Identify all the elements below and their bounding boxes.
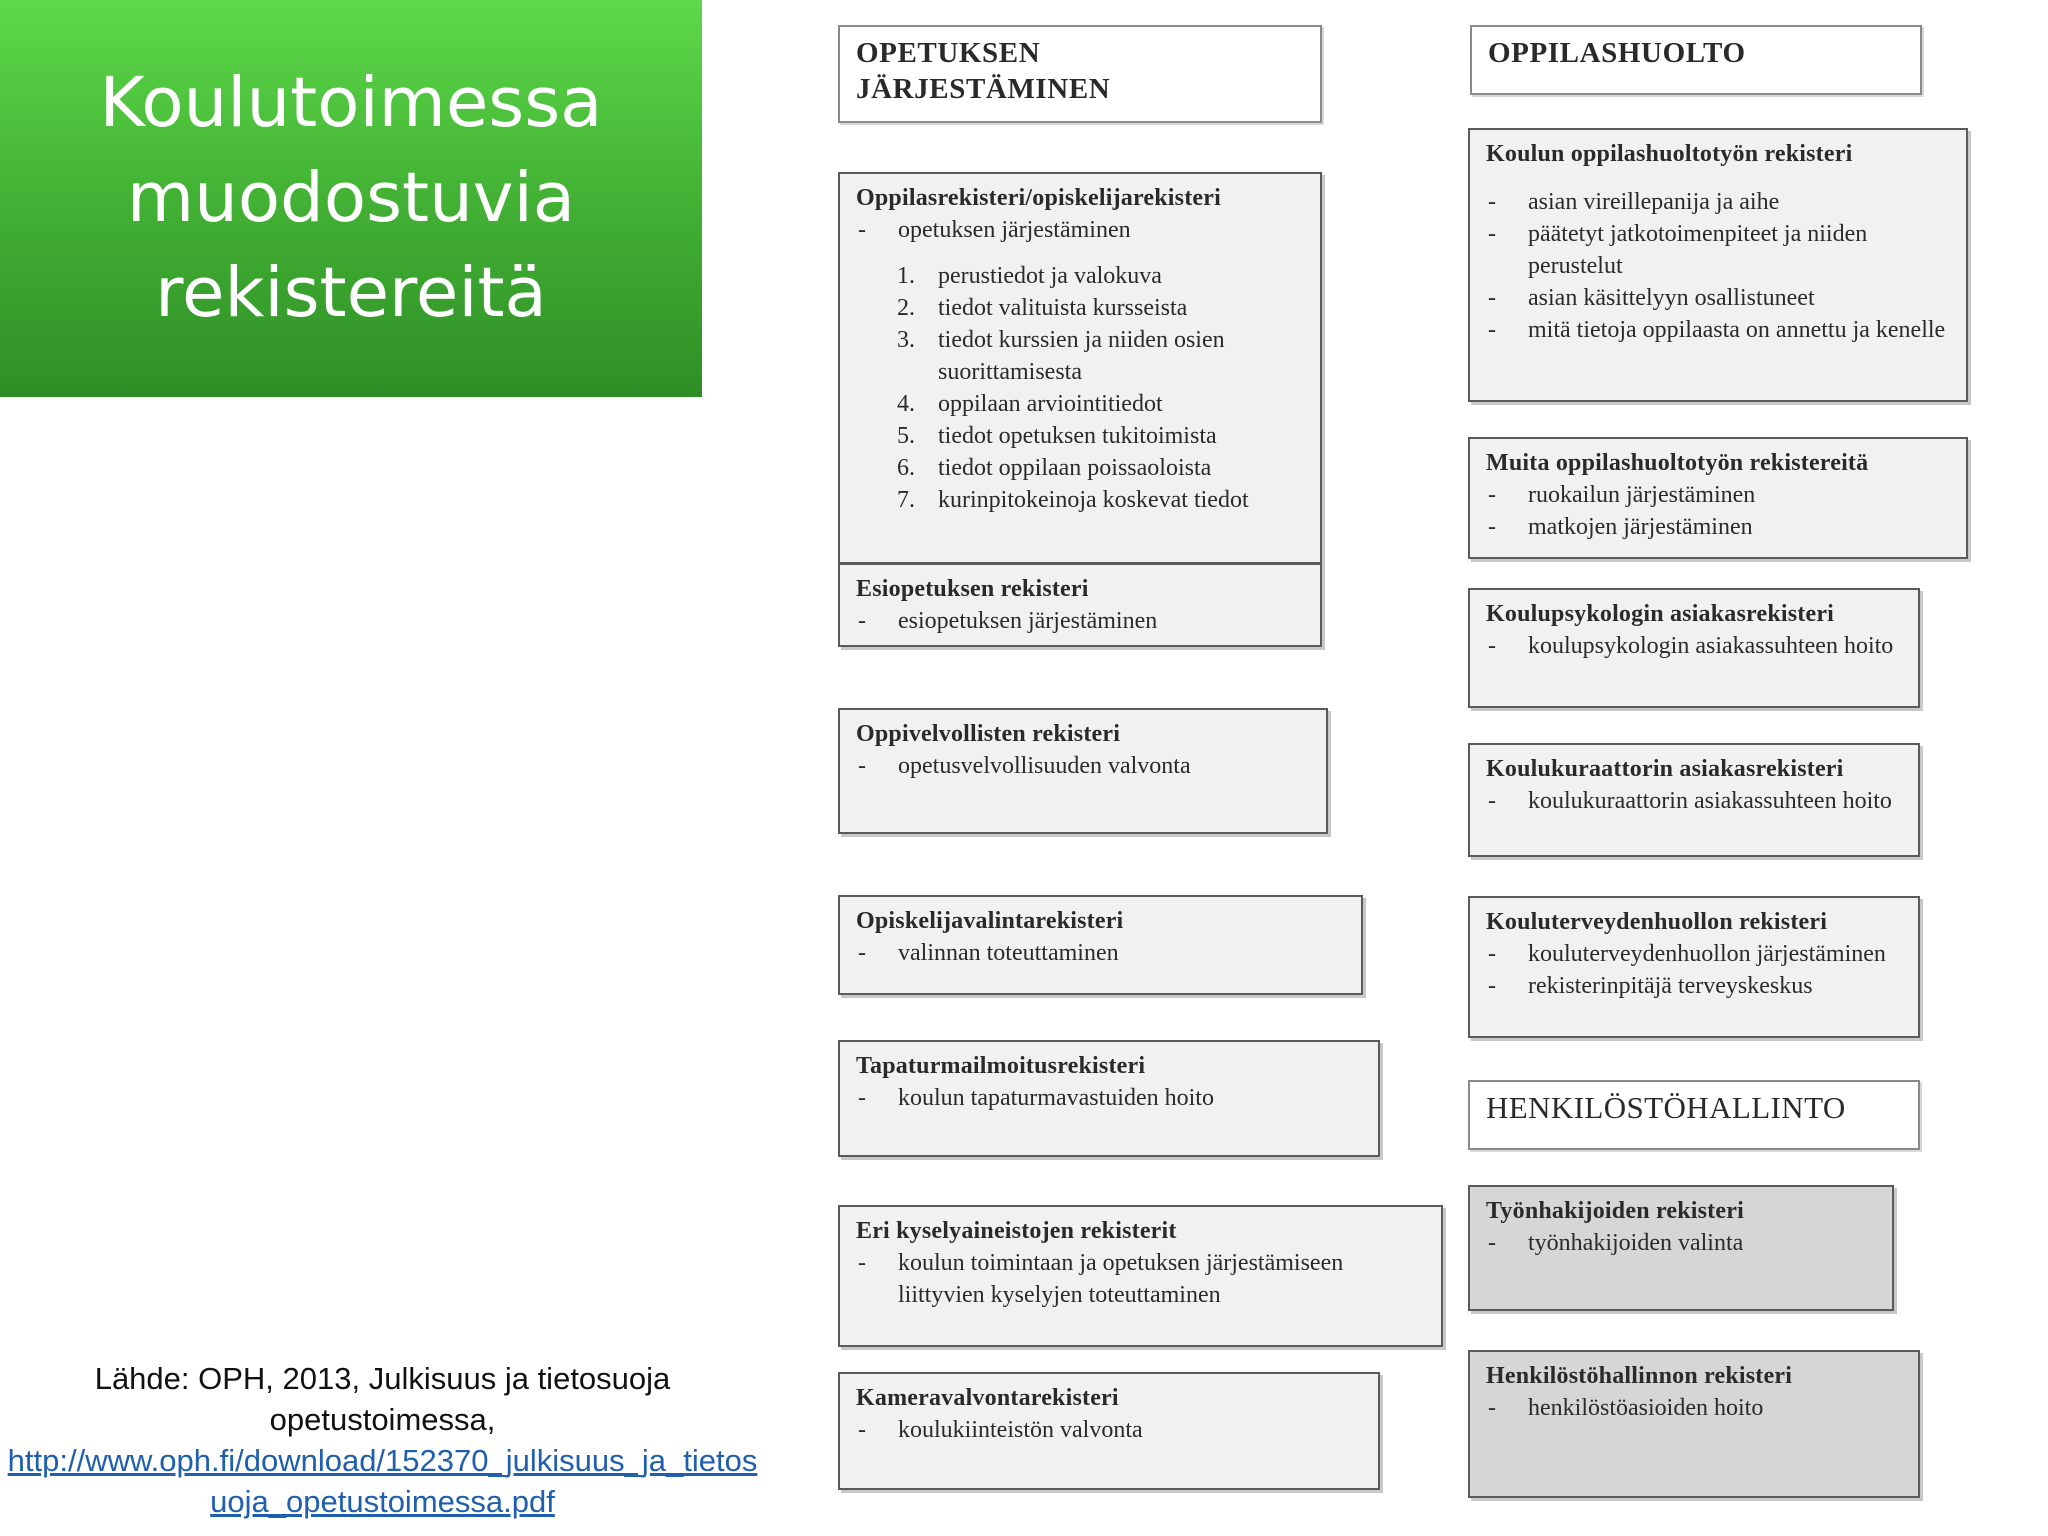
box-title: Koulukuraattorin asiakasrekisteri — [1486, 756, 1844, 782]
list-item: - asian vireillepanija ja aihe — [1486, 186, 1950, 218]
box-koulupsykologin-asiakasrekisteri — [1468, 588, 1920, 708]
numbered-list — [856, 260, 1304, 516]
box-title: Eri kyselyaineistojen rekisterit — [856, 1218, 1177, 1244]
list-item: - kouluterveydenhuollon järjestäminen — [1486, 938, 1902, 970]
list-item: - valinnan toteuttaminen — [856, 937, 1345, 969]
box-muita-oppilashuoltotyon-rekistereita — [1468, 437, 1968, 559]
box-tyonhakijoiden-rekisteri — [1468, 1185, 1894, 1311]
box-esiopetuksen-rekisteri — [838, 563, 1322, 647]
source-citation — [0, 1358, 765, 1522]
source-link[interactable]: http://www.oph.fi/download/152370_julkisuus_ja_tietosuoja_opetustoimessa.pdf — [7, 1443, 758, 1519]
box-title: Kameravalvontarekisteri — [856, 1385, 1119, 1411]
list-item: 3. tiedot kurssien ja niiden osien suorittamisesta — [897, 327, 1225, 385]
list-item: 1. perustiedot ja valokuva — [897, 263, 1162, 289]
header-henkilostohallinto — [1468, 1080, 1920, 1150]
source-text: Lähde: OPH, 2013, Julkisuus ja tietosuoja opetustoimessa, — [94, 1361, 671, 1437]
box-title: Kouluterveydenhuollon rekisteri — [1486, 909, 1828, 935]
header-title: OPETUKSEN JÄRJESTÄMINEN — [856, 37, 1111, 105]
list-item: - päätetyt jatkotoimenpiteet ja niiden perustelut — [1486, 218, 1950, 282]
list-item: - rekisterinpitäjä terveyskeskus — [1486, 970, 1902, 1002]
box-title: Tapaturmailmoitusrekisteri — [856, 1053, 1146, 1079]
list-item: - opetuksen järjestäminen — [856, 214, 1304, 246]
box-kameravalvontarekisteri — [838, 1372, 1380, 1490]
list-item: - koulun toimintaan ja opetuksen järjestämiseen liittyvien kyselyjen toteuttaminen — [856, 1247, 1425, 1311]
header-oppilashuolto — [1470, 25, 1922, 95]
box-title: Oppivelvollisten rekisteri — [856, 721, 1121, 747]
header-title: OPPILASHUOLTO — [1488, 37, 1746, 69]
box-title: Esiopetuksen rekisteri — [856, 576, 1089, 602]
title-panel — [0, 0, 702, 397]
list-item: - mitä tietoja oppilaasta on annettu ja kenelle — [1486, 314, 1950, 346]
header-title: HENKILÖSTÖHALLINTO — [1486, 1090, 1846, 1125]
list-item: - opetusvelvollisuuden valvonta — [856, 750, 1310, 782]
list-item: - koulukiinteistön valvonta — [856, 1414, 1362, 1446]
box-koulukuraattorin-asiakasrekisteri — [1468, 743, 1920, 857]
list-item: - henkilöstöasioiden hoito — [1486, 1392, 1902, 1424]
box-title: Koulupsykologin asiakasrekisteri — [1486, 601, 1835, 627]
box-henkilostohallinnon-rekisteri — [1468, 1350, 1920, 1498]
slide-title: Koulutoimessa muodostuvia rekistereitä — [99, 63, 603, 333]
box-kyselyaineistojen-rekisterit — [838, 1205, 1443, 1347]
box-title: Muita oppilashuoltotyön rekistereitä — [1486, 450, 1869, 476]
list-item: - koulupsykologin asiakassuhteen hoito — [1486, 630, 1902, 662]
list-item: 7. kurinpitokeinoja koskevat tiedot — [897, 487, 1249, 513]
list-item: - esiopetuksen järjestäminen — [856, 605, 1304, 637]
box-title: Opiskelijavalintarekisteri — [856, 908, 1124, 934]
box-tapaturmailmoitusrekisteri — [838, 1040, 1380, 1157]
box-oppilashuoltotyon-rekisteri — [1468, 128, 1968, 402]
box-oppilasrekisteri — [838, 172, 1322, 564]
list-item: - asian käsittelyyn osallistuneet — [1486, 282, 1950, 314]
box-kouluterveydenhuollon-rekisteri — [1468, 896, 1920, 1038]
list-item: 2. tiedot valituista kursseista — [897, 295, 1188, 321]
box-title: Työnhakijoiden rekisteri — [1486, 1198, 1744, 1224]
list-item: 5. tiedot opetuksen tukitoimista — [897, 423, 1217, 449]
list-item: 6. tiedot oppilaan poissaoloista — [897, 455, 1212, 481]
box-title: Koulun oppilashuoltotyön rekisteri — [1486, 141, 1853, 167]
box-title: Oppilasrekisteri/opiskelijarekisteri — [856, 185, 1221, 211]
list-item: - koulukuraattorin asiakassuhteen hoito — [1486, 785, 1902, 817]
list-item: - työnhakijoiden valinta — [1486, 1227, 1876, 1259]
list-item: - koulun tapaturmavastuiden hoito — [856, 1082, 1362, 1114]
list-item: 4. oppilaan arviointitiedot — [897, 391, 1163, 417]
box-opiskelijavalintarekisteri — [838, 895, 1363, 995]
header-opetuksen-jarjestaminen — [838, 25, 1322, 123]
box-oppivelvollisten-rekisteri — [838, 708, 1328, 834]
box-title: Henkilöstöhallinnon rekisteri — [1486, 1363, 1793, 1389]
list-item: - matkojen järjestäminen — [1486, 511, 1950, 543]
list-item: - ruokailun järjestäminen — [1486, 479, 1950, 511]
